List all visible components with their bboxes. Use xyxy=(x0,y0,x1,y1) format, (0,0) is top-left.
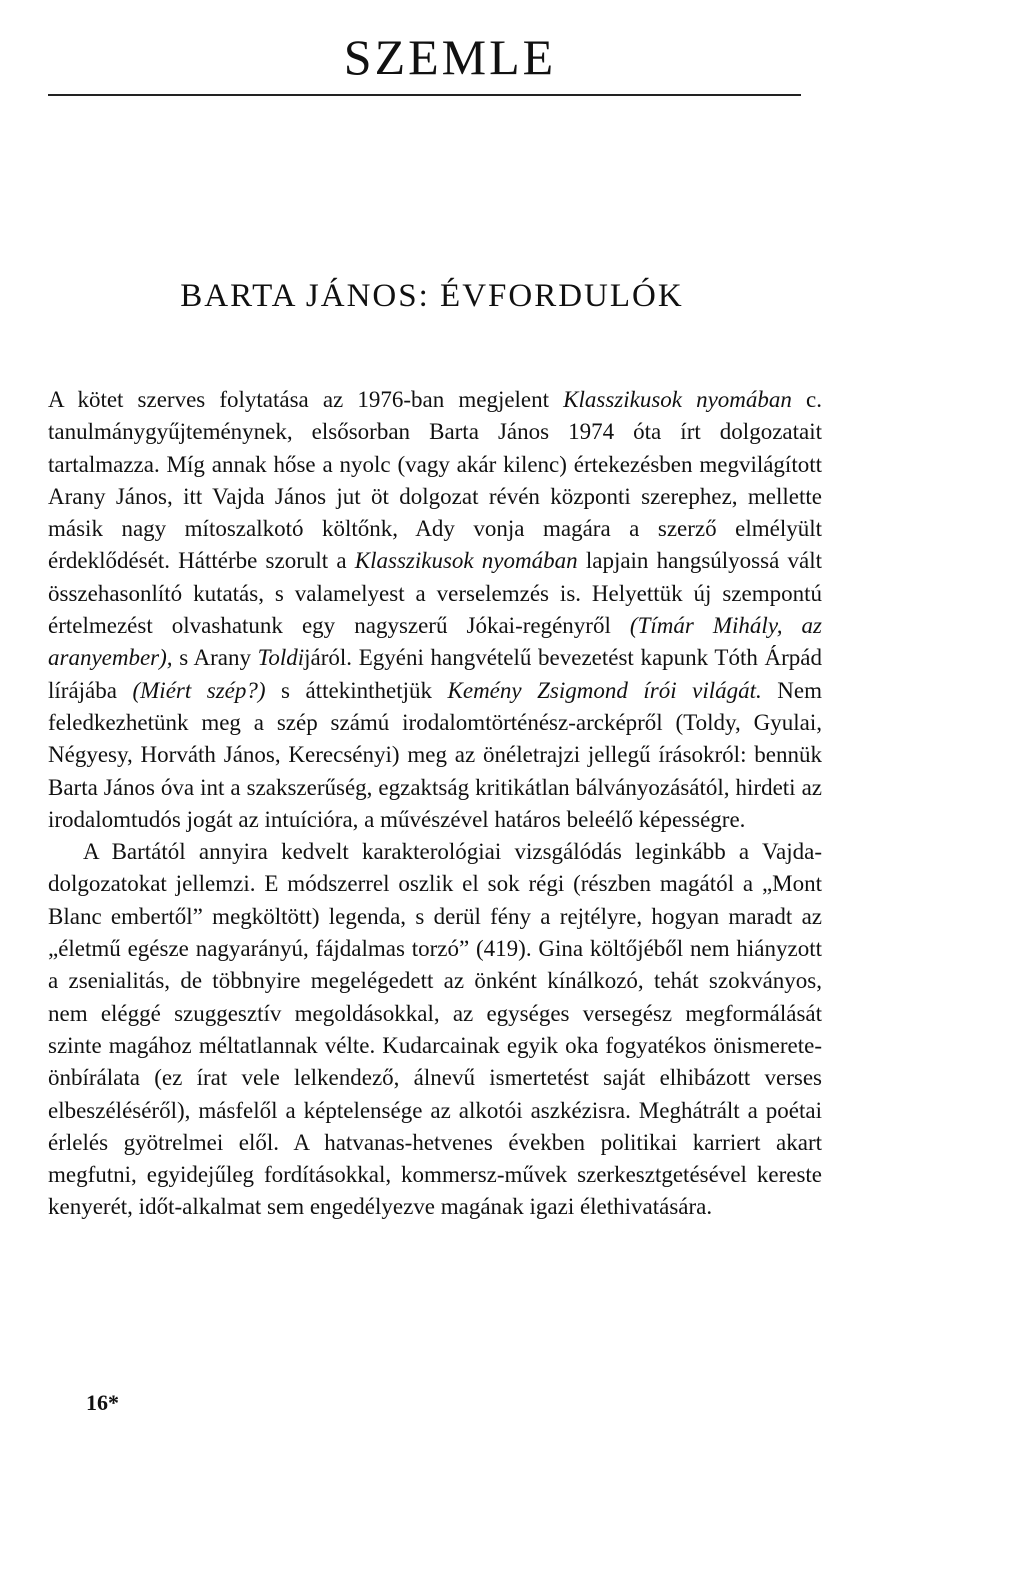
text-segment: c. tanulmánygyűjteménynek, elsősorban Barta János 1974 óta írt dolgozatait tartalmazza. Míg annak hőse a nyolc (vagy akár kilenc) értekezésben megvilágított Arany János, itt Vajda János jut öt dolgozat révén központi szerephez, mellette másik nagy mítoszalkotó költőnk, Ady vonja magára a szerző elmélyült érdeklődését. Háttérbe szorult a xyxy=(48,387,822,574)
paragraph-1 xyxy=(48,384,822,836)
article-title: BARTA JÁNOS: ÉVFORDULÓK xyxy=(180,278,684,314)
text-segment: Nem feledkezhetünk meg a szép számú irodalomtörténész-arcképről (Toldy, Gyulai, Négyesy, Horváth János, Kerecsényi) meg az önéletrajzi jellegű írásokról: bennük Barta János óva int a szakszerűség, egzaktság kritikátlan bálványozásától, hirdeti az irodalomtudós jogát az intuícióra, a művészével határos beleélő képességre. xyxy=(48,677,822,832)
text-segment: lapjain hangsúlyossá vált összehasonlító kutatás, s valamelyest a verselemzés is. Helyettük új szempontú értelmezést olvashatunk egy nagyszerű Jókai-regényről xyxy=(48,548,822,639)
section-title: SZEMLE xyxy=(343,29,557,85)
text-segment: járól. Egyéni hangvételű bevezetést kapunk Tóth Árpád lírájába xyxy=(48,645,822,703)
text-segment: s áttekinthetjük xyxy=(265,677,448,703)
text-segment: A Bartától annyira kedvelt karakterológiai vizsgálódás leginkább a Vajda-dolgozatokat jellemzi. E módszerrel oszlik el sok régi (részben magától a „Mont Blanc embertől” megköltött) legenda, s derül fény a rejtélyre, hogyan maradt az „életmű egésze nagyarányú, fájdalmas torzó” (419). Gina költőjéből nem hiányzott a zsenialitás, de többnyire megelégedett az önként kínálkozó, tehát szokványos, nem eléggé szuggesztív megoldásokkal, az egységes versegész megformálását szinte magához méltatlannak vélte. Kudarcainak egyik oka fogyatékos önismerete-önbírálata (ez írat vele lelkendező, álnevű ismertetést saját elhibázott verses elbeszéléséről), másfelől a képtelensége az alkotói aszkézisra. Meghátrált a poétai érlelés gyötrelmei elől. A hatvanas-hetvenes években politikai karriert akart megfutni, egyidejűleg fordításokkal, kommersz-művek szerkesztgetésével kereste kenyerét, időt-alkalmat sem engedélyezve magának igazi élethivatására. xyxy=(48,839,822,1220)
text-segment-italic: (Miért szép?) xyxy=(132,677,266,703)
text-segment: A kötet szerves folytatása az 1976-ban megjelent xyxy=(48,387,564,412)
section-rule xyxy=(48,94,801,96)
page-number: 16* xyxy=(86,1390,119,1415)
text-segment-italic: Klasszikusok nyomában xyxy=(354,548,578,574)
text-segment-italic: Klasszikusok nyomában xyxy=(563,387,792,412)
text-segment-italic: Kemény Zsigmond írói világát. xyxy=(447,677,762,703)
text-segment-italic: Toldi xyxy=(257,645,305,671)
text-segment-italic: (Tímár Mihály, az aranyember), xyxy=(48,613,823,671)
article-body xyxy=(48,384,822,1224)
text-segment: s Arany xyxy=(172,645,258,671)
paragraph-2 xyxy=(48,836,822,1224)
